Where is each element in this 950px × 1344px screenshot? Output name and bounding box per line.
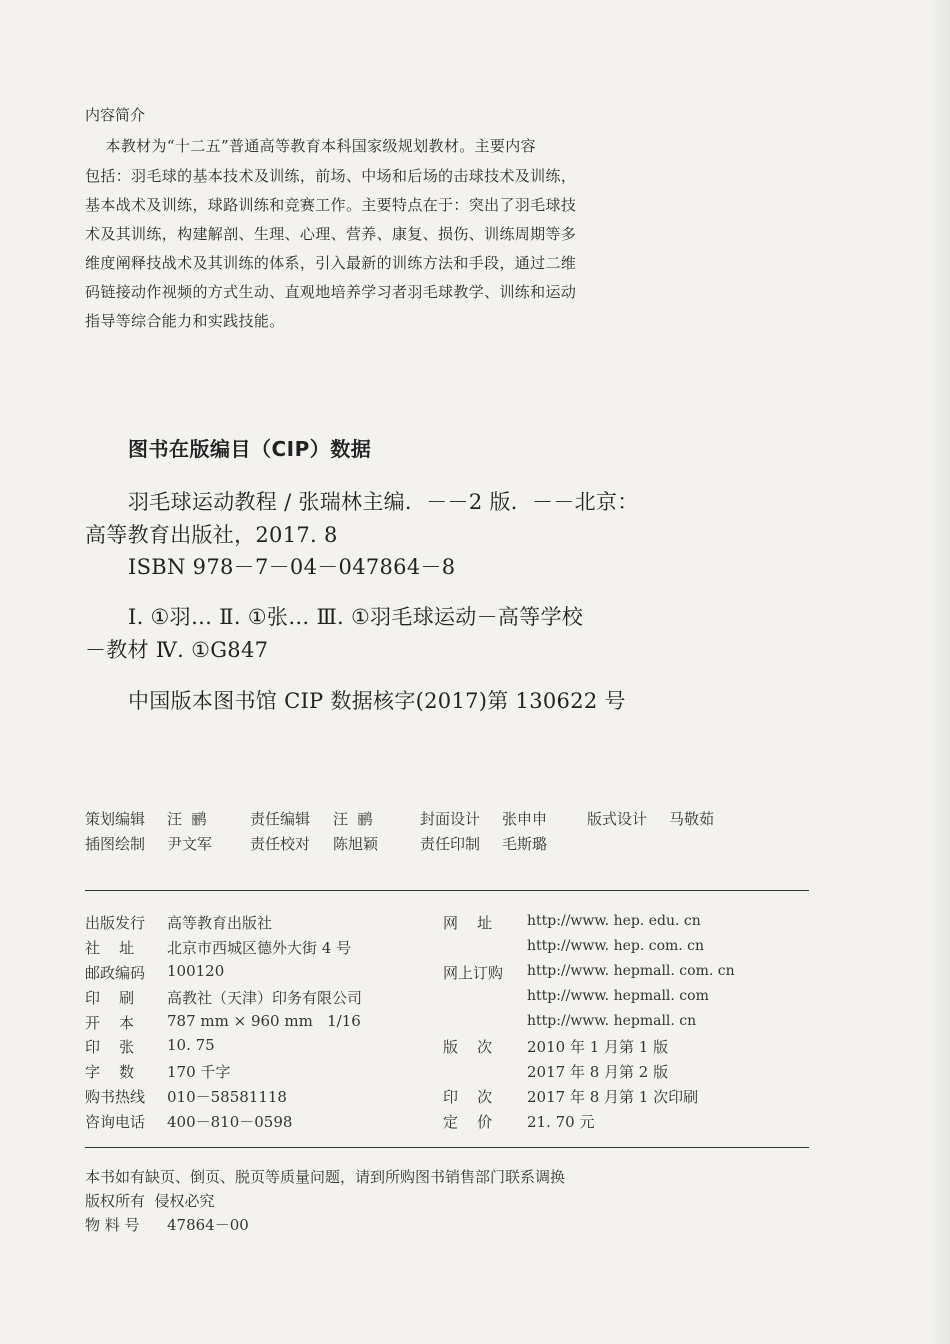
staff-role: 版式设计: [587, 810, 648, 828]
staff-role: 封面设计: [420, 810, 481, 828]
staff-role: 插图绘制: [85, 835, 146, 853]
intro-line: 术及其训练，构建解剖、生理、心理、营养、康复、损伤、训练周期等多: [85, 225, 577, 243]
staff-name: 毛斯璐: [502, 835, 548, 853]
pub-value: 2017 年 8 月第 1 次印刷: [527, 1088, 699, 1106]
pub-value: 2017 年 8 月第 2 版: [527, 1063, 669, 1081]
pub-label: 印 张: [85, 1038, 135, 1056]
intro-line: 指导等综合能力和实践技能。: [85, 312, 285, 330]
intro-line: 维度阐释技战术及其训练的体系，引入最新的训练方法和手段，通过二维: [85, 254, 577, 272]
pub-label: 印 次: [443, 1088, 493, 1106]
staff-name: 马敬茹: [669, 810, 715, 828]
pub-value: 21. 70 元: [527, 1113, 595, 1131]
pub-label: 版 次: [443, 1038, 493, 1056]
pub-url: http://www. hepmall. com: [527, 988, 709, 1004]
pub-label: 定 价: [443, 1113, 493, 1131]
pub-value: 010－58581118: [167, 1088, 287, 1106]
pub-value: 100120: [167, 962, 225, 980]
cip-title-line: 羽毛球运动教程 / 张瑞林主编．－－2 版．－－北京：: [128, 490, 639, 514]
pub-url: http://www. hepmall. cn: [527, 1013, 697, 1029]
staff-name: 尹文军: [167, 835, 213, 853]
intro-line: 本教材为“十二五”普通高等教育本科国家级规划教材。主要内容: [85, 137, 536, 155]
staff-role: 策划编辑: [85, 810, 146, 828]
pub-value: 高教社（天津）印务有限公司: [167, 989, 363, 1007]
pub-label: 网 址: [443, 914, 493, 932]
cip-classification: Ⅰ. ①羽… Ⅱ. ①张… Ⅲ. ①羽毛球运动－高等学校: [128, 605, 584, 629]
pub-value: 400－810－0598: [167, 1113, 293, 1131]
intro-line: 码链接动作视频的方式生动、直观地培养学习者羽毛球教学、训练和运动: [85, 283, 577, 301]
page-edge-shadow: [928, 0, 950, 1344]
pub-value: 2010 年 1 月第 1 版: [527, 1038, 669, 1056]
pub-value: 北京市西城区德外大街 4 号: [167, 939, 352, 957]
material-number: 47864－00: [167, 1216, 249, 1234]
cip-publisher-line: 高等教育出版社，2017. 8: [85, 523, 338, 547]
pub-url: http://www. hep. edu. cn: [527, 913, 701, 929]
cip-classification-cont: －教材 Ⅳ. ①G847: [85, 638, 269, 662]
pub-label: 购书热线: [85, 1088, 146, 1106]
cip-record-number: 中国版本图书馆 CIP 数据核字(2017)第 130622 号: [128, 689, 626, 713]
material-label: 物 料 号: [85, 1216, 140, 1234]
pub-label: 开 本: [85, 1014, 135, 1032]
staff-name: 张申申: [502, 810, 548, 828]
pub-value: 787 mm × 960 mm 1/16: [167, 1012, 361, 1030]
quality-notice: 本书如有缺页、倒页、脱页等质量问题，请到所购图书销售部门联系调换: [85, 1168, 566, 1186]
pub-label: 咨询电话: [85, 1113, 146, 1131]
pub-url: http://www. hep. com. cn: [527, 938, 705, 954]
staff-name: 陈旭颖: [333, 835, 379, 853]
divider-rule: [85, 1147, 809, 1148]
rights-notice: 版权所有 侵权必究: [85, 1192, 215, 1210]
staff-name: 汪 鹂: [333, 810, 373, 828]
staff-role: 责任校对: [250, 835, 311, 853]
pub-value: 高等教育出版社: [167, 914, 273, 932]
pub-value: 170 千字: [167, 1063, 231, 1081]
pub-value: 10. 75: [167, 1036, 215, 1054]
divider-rule: [85, 890, 809, 891]
staff-role: 责任印制: [420, 835, 481, 853]
pub-label: 邮政编码: [85, 964, 146, 982]
intro-line: 基本战术及训练，球路训练和竞赛工作。主要特点在于：突出了羽毛球技: [85, 196, 577, 214]
pub-label: 印 刷: [85, 989, 135, 1007]
intro-heading: 内容简介: [85, 106, 146, 124]
intro-line: 包括：羽毛球的基本技术及训练，前场、中场和后场的击球技术及训练，: [85, 167, 577, 185]
pub-label: 出版发行: [85, 914, 146, 932]
staff-role: 责任编辑: [250, 810, 311, 828]
pub-label: 网上订购: [443, 964, 504, 982]
pub-label: 社 址: [85, 939, 135, 957]
cip-heading: 图书在版编目（CIP）数据: [128, 437, 372, 461]
cip-isbn: ISBN 978－7－04－047864－8: [128, 555, 456, 579]
staff-name: 汪 鹂: [167, 810, 207, 828]
pub-url: http://www. hepmall. com. cn: [527, 963, 735, 979]
pub-label: 字 数: [85, 1063, 135, 1081]
